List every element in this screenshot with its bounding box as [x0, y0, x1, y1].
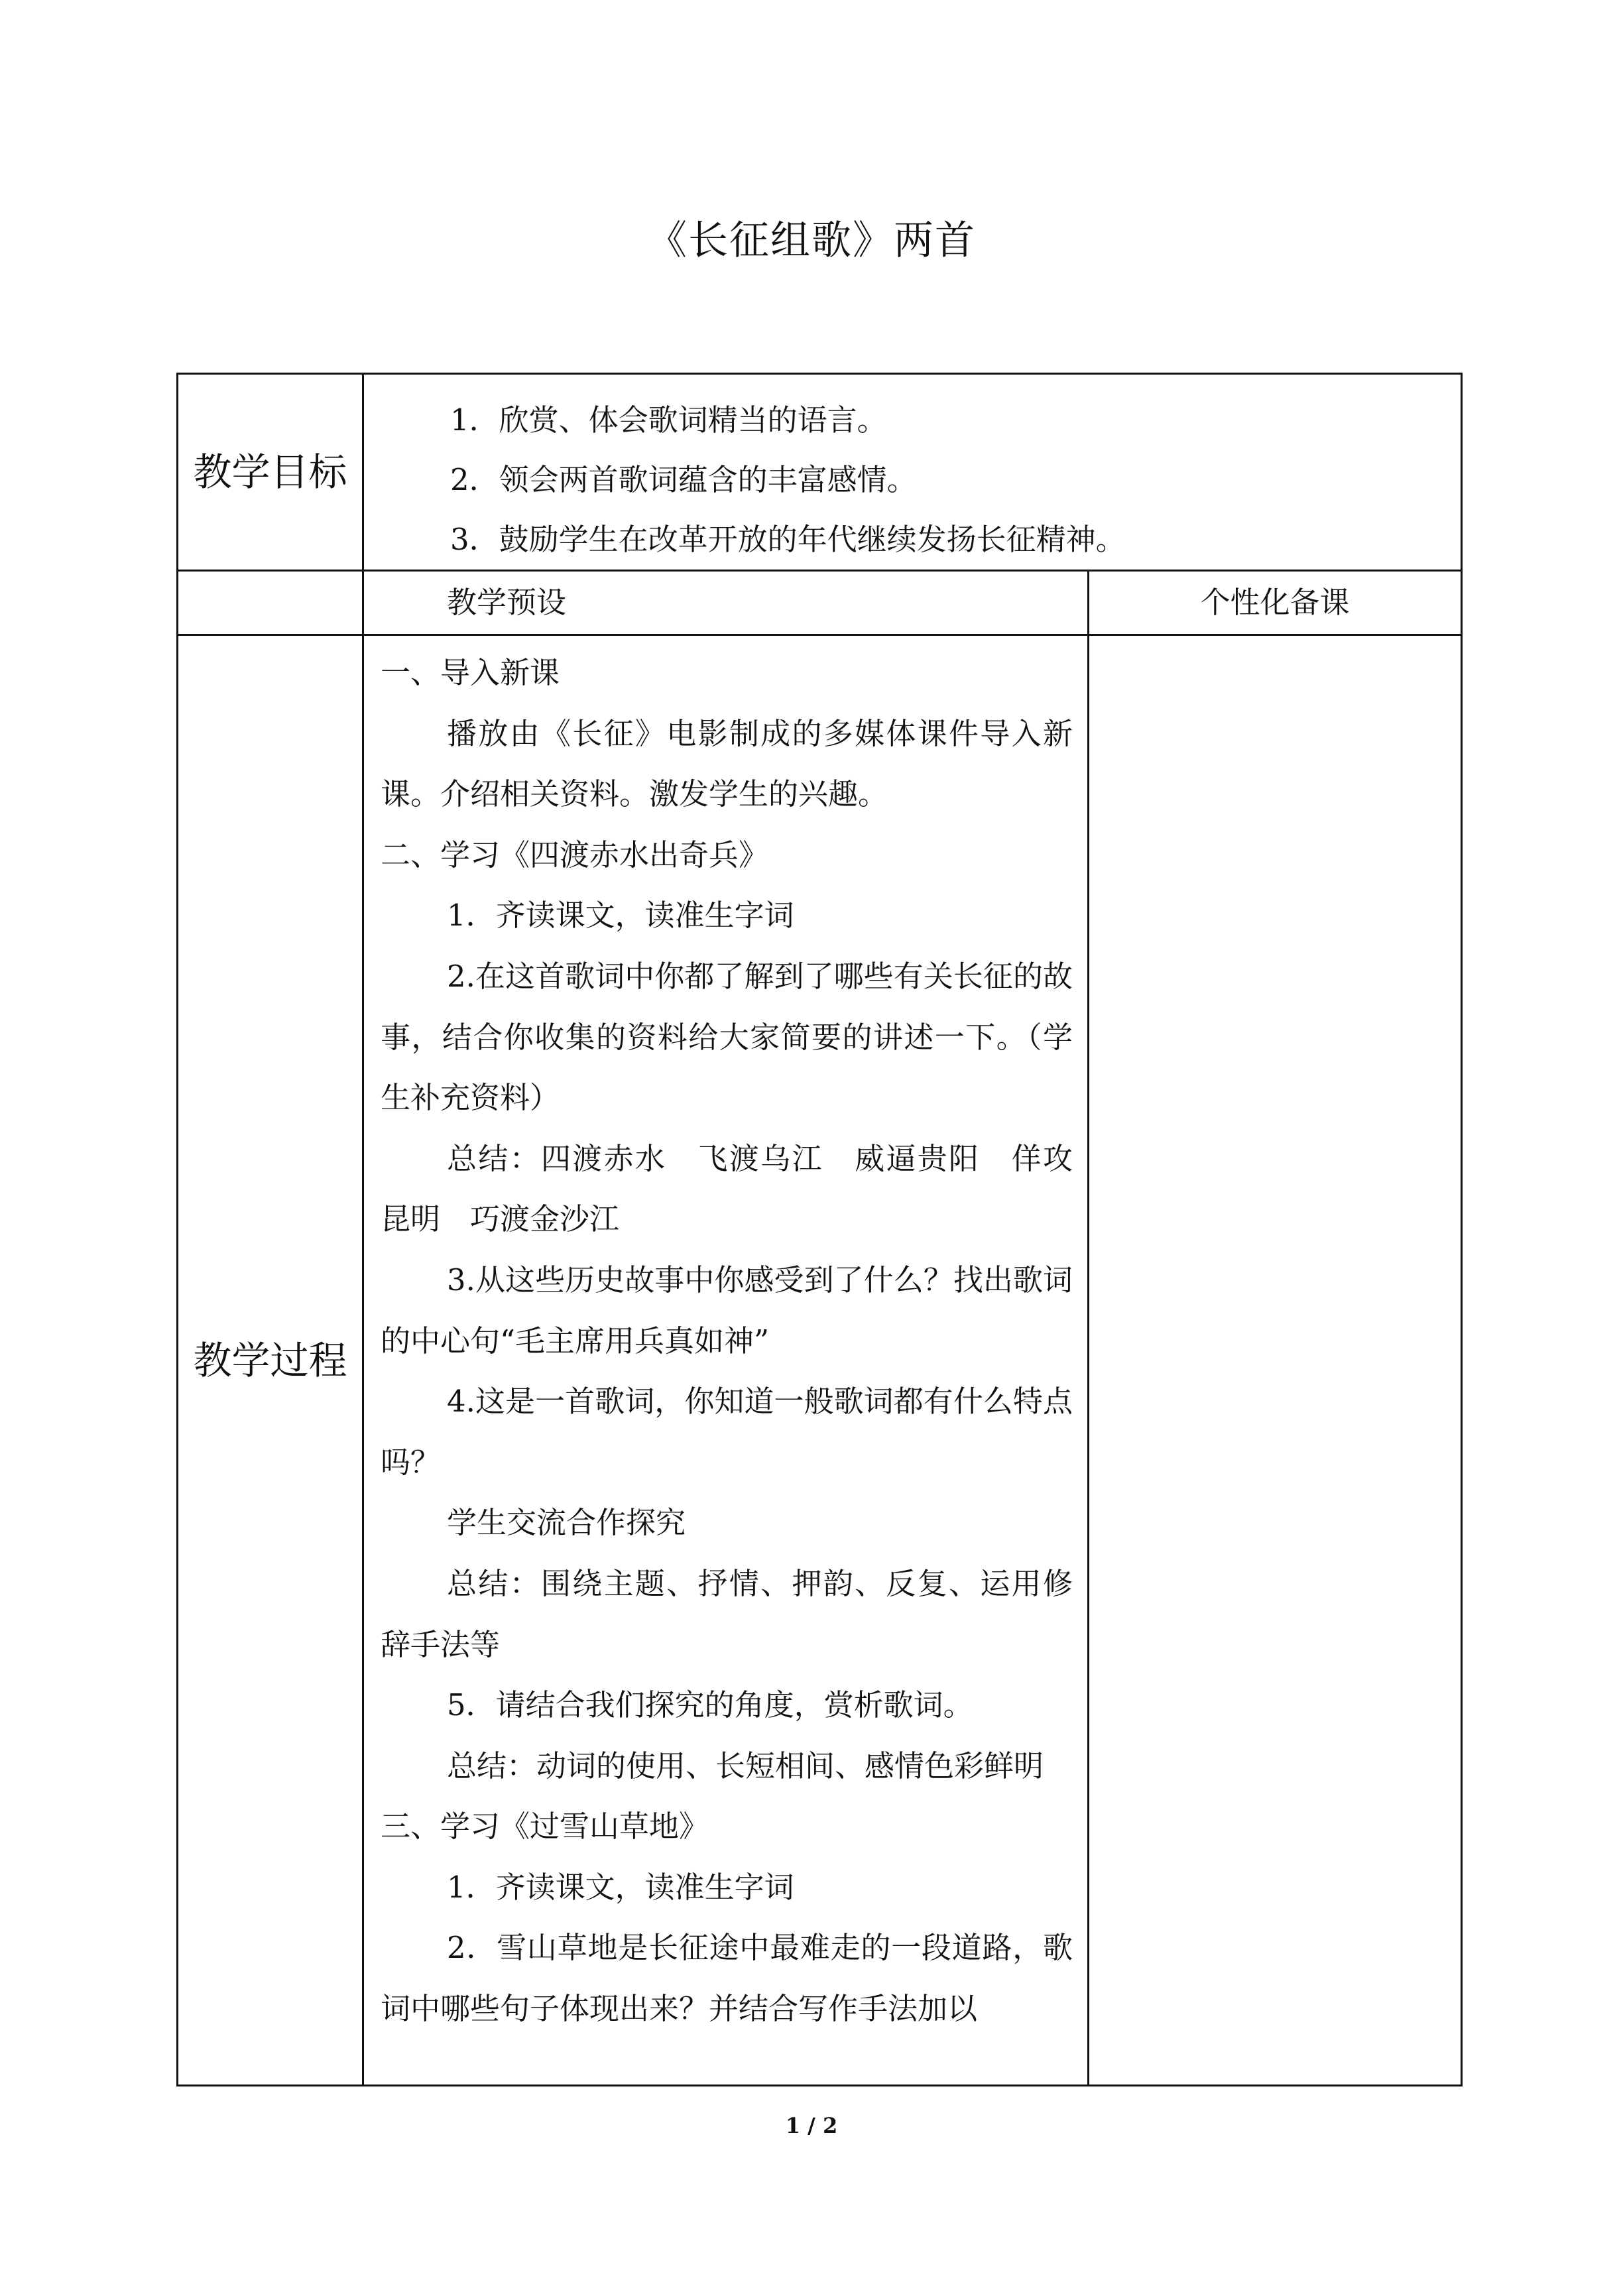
- process-paragraph: 3.从这些历史故事中你感受到了什么？找出歌词的中心句“毛主席用兵真如神”: [381, 1262, 1073, 1359]
- personalized-notes-cell: [1089, 635, 1462, 2086]
- process-paragraph: 总结：围绕主题、抒情、押韵、反复、运用修辞手法等: [381, 1565, 1073, 1662]
- process-paragraph: 总结：四渡赤水 飞渡乌江 威逼贵阳 佯攻昆明 巧渡金沙江: [381, 1140, 1073, 1237]
- process-label: 教学过程: [178, 635, 363, 2086]
- column-header-row: [178, 571, 1462, 635]
- objective-item: 2．领会两首歌词蕴含的丰富感情。: [450, 462, 917, 497]
- process-paragraph: 5．请结合我们探究的角度，赏析歌词。: [447, 1687, 973, 1723]
- objectives-label: 教学目标: [178, 374, 363, 571]
- process-paragraph: 总结：动词的使用、长短相间、感情色彩鲜明: [447, 1748, 1044, 1783]
- header-empty-cell: [178, 571, 363, 635]
- lesson-plan-table: [176, 373, 1463, 2086]
- process-paragraph: 播放由《长征》电影制成的多媒体课件导入新课。介绍相关资料。激发学生的兴趣。: [381, 715, 1073, 812]
- process-paragraph: 1．齐读课文，读准生字词: [447, 1869, 794, 1905]
- header-teaching-design: 教学预设: [363, 571, 1089, 635]
- objectives-content: [363, 374, 1462, 571]
- process-paragraph: 4.这是一首歌词，你知道一般歌词都有什么特点吗？: [381, 1384, 1073, 1480]
- process-content: [363, 635, 1089, 2086]
- section-heading: 一、导入新课: [381, 655, 560, 690]
- objective-item: 3．鼓励学生在改革开放的年代继续发扬长征精神。: [450, 522, 1126, 557]
- process-paragraph: 1．齐读课文，读准生字词: [447, 898, 794, 934]
- objective-item: 1．欣赏、体会歌词精当的语言。: [450, 402, 887, 438]
- process-paragraph: 2．雪山草地是长征途中最难走的一段道路，歌词中哪些句子体现出来？并结合写作手法加以: [381, 1930, 1073, 2027]
- header-personalized-prep: 个性化备课: [1089, 571, 1462, 635]
- process-row: [178, 635, 1462, 2086]
- objectives-row: [178, 374, 1462, 571]
- document-title: 《长征组歌》两首: [647, 217, 976, 264]
- section-heading: 二、学习《四渡赤水出奇兵》: [381, 837, 769, 873]
- section-heading: 三、学习《过雪山草地》: [381, 1809, 709, 1844]
- process-paragraph: 学生交流合作探究: [447, 1505, 686, 1541]
- page-number: 1 / 2: [785, 2113, 838, 2138]
- process-paragraph: 2.在这首歌词中你都了解到了哪些有关长征的故事，结合你收集的资料给大家简要的讲述一下。（学生补充资料）: [381, 958, 1073, 1116]
